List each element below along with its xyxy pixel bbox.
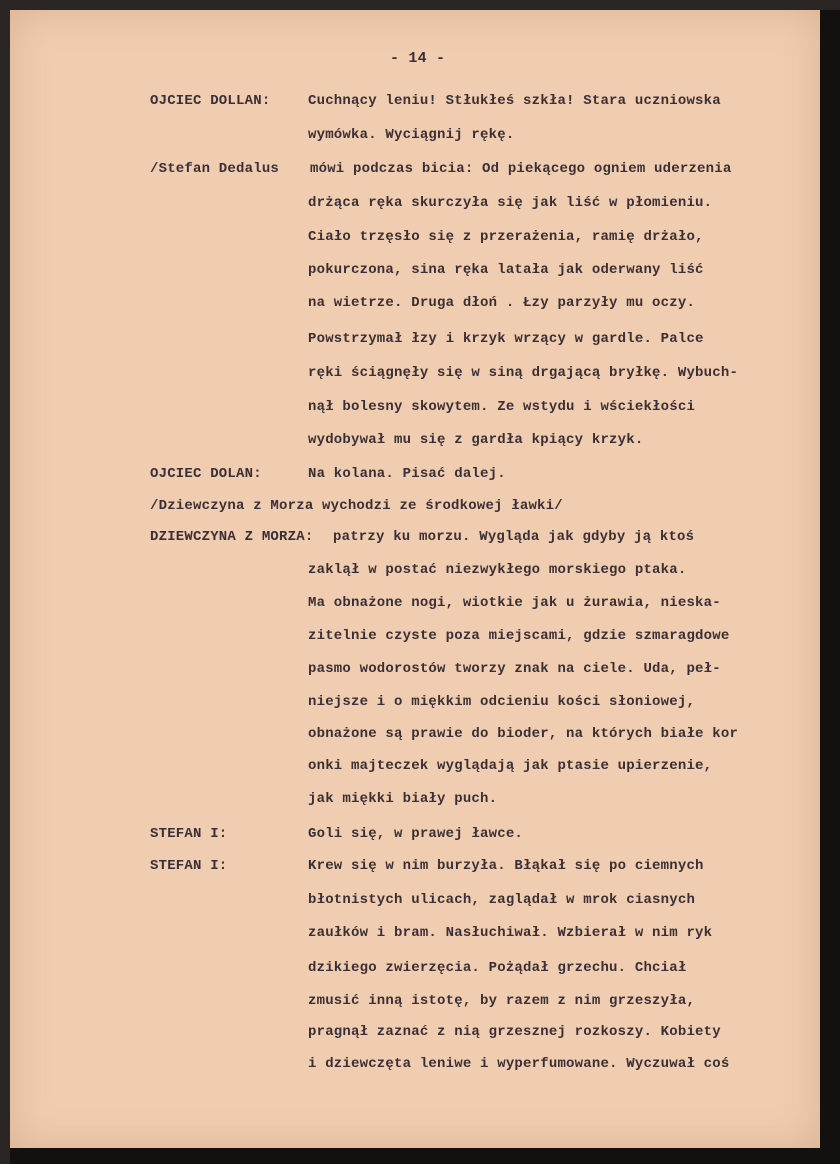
text-line: onki majteczek wyglądają jak ptasie upierzenie, [308,758,713,774]
text-line: wydobywał mu się z gardła kpiący krzyk. [308,432,644,448]
text-line: drżąca ręka skurczyła się jak liść w płomieniu. [308,195,713,211]
stage-direction: /Dziewczyna z Morza wychodzi ze środkowej ławki/ [150,498,563,514]
text-line: pragnął zaznać z nią grzesznej rozkoszy. Kobiety [308,1024,721,1040]
text-line: Goli się, w prawej ławce. [308,826,524,842]
text-line: pasmo wodorostów tworzy znak na ciele. Uda, peł- [308,661,721,677]
text-line: nął bolesny skowytem. Ze wstydu i wściekłości [308,399,696,415]
text-line: pokurczona, sina ręka latała jak oderwany liść [308,262,704,278]
text-line: na wietrze. Druga dłoń . Łzy parzyły mu oczy. [308,295,696,311]
stage-direction: /Stefan Dedalus [150,161,280,177]
speaker-label: DZIEWCZYNA Z MORZA: [150,529,314,545]
text-line: zaułków i bram. Nasłuchiwał. Wzbierał w nim ryk [308,925,713,941]
text-line: patrzy ku morzu. Wygląda jak gdyby ją ktoś [333,529,695,545]
text-line: Cuchnący leniu! Stłukłeś szkła! Stara uczniowska [308,93,721,109]
scan-shadow-bottom [10,1148,840,1164]
text-line: mówi podczas bicia: Od piekącego ogniem uderzenia [310,161,732,177]
text-line: Powstrzymał łzy i krzyk wrzący w gardle. Palce [308,331,704,347]
text-line: ręki ściągnęły się w siną drgającą bryłkę. Wybuch- [308,365,739,381]
document-page [10,10,820,1148]
text-line: Na kolana. Pisać dalej. [308,466,506,482]
text-line: i dziewczęta leniwe i wyperfumowane. Wyczuwał coś [308,1056,730,1072]
text-line: błotnistych ulicach, zaglądał w mrok ciasnych [308,892,696,908]
text-line: Ciało trzęsło się z przerażenia, ramię drżało, [308,229,704,245]
text-line: wymówka. Wyciągnij rękę. [308,127,515,143]
text-line: zitelnie czyste poza miejscami, gdzie szmaragdowe [308,628,730,644]
text-line: zmusić inną istotę, by razem z nim grzeszyła, [308,993,696,1009]
text-line: niejsze i o miękkim odcieniu kości słoniowej, [308,694,696,710]
text-line: Ma obnażone nogi, wiotkie jak u żurawia, nieska- [308,595,721,611]
text-line: Krew się w nim burzyła. Błąkał się po ciemnych [308,858,704,874]
speaker-label: STEFAN I: [150,858,228,874]
speaker-label: OJCIEC DOLLAN: [150,93,271,109]
text-line: zaklął w postać niezwykłego morskiego ptaka. [308,562,687,578]
text-line: jak miękki biały puch. [308,791,498,807]
speaker-label: STEFAN I: [150,826,228,842]
text-line: dzikiego zwierzęcia. Pożądał grzechu. Chciał [308,960,687,976]
speaker-label: OJCIEC DOLAN: [150,466,262,482]
page-number: - 14 - [390,50,446,67]
text-line: obnażone są prawie do bioder, na których białe kor [308,726,739,742]
scan-shadow-right [820,10,840,1164]
